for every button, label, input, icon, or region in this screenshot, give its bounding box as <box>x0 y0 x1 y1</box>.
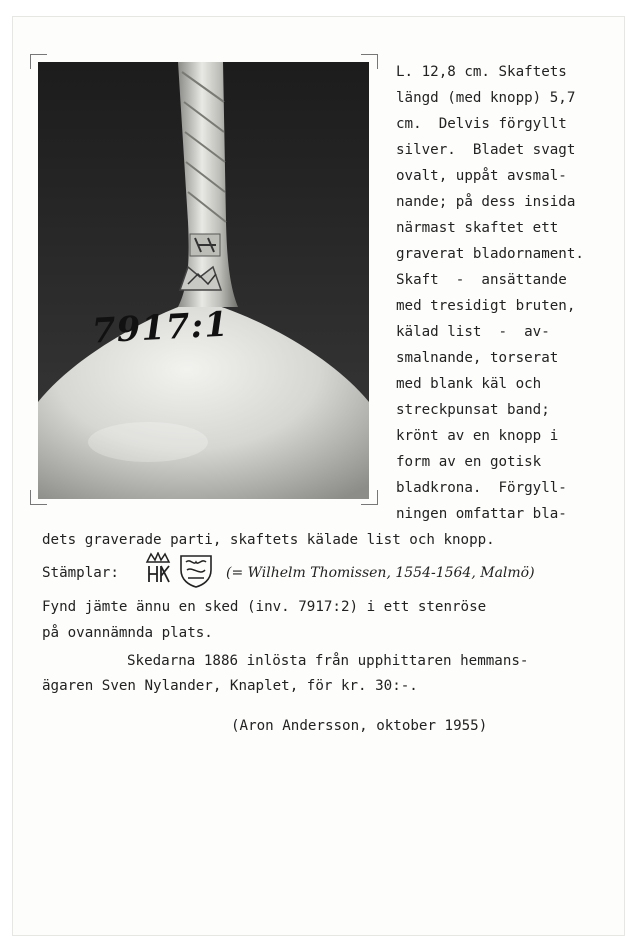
description-line: längd (med knopp) 5,7 <box>396 90 576 106</box>
description-line: smalnande, torserat <box>396 350 559 366</box>
description-line: streckpunsat band; <box>396 402 550 418</box>
find-line: Fynd jämte ännu en sked (inv. 7917:2) i ett stenröse <box>42 599 487 615</box>
stamps-handwritten-note: (= Wilhelm Thomissen, 1554-1564, Malmö) <box>226 565 535 581</box>
crop-mark-top-right <box>361 54 378 69</box>
shield-stamp-icon <box>178 552 214 588</box>
stamps-label: Stämplar: <box>42 565 119 581</box>
description-line: silver. Bladet svagt <box>396 142 576 158</box>
description-line: ovalt, uppåt avsmal- <box>396 168 567 184</box>
acquisition-line: Skedarna 1886 inlösta från upphittaren hemmans- <box>127 653 529 669</box>
description-line: cm. Delvis förgyllt <box>396 116 567 132</box>
crop-mark-bottom-left <box>30 490 47 505</box>
description-line: form av en gotisk <box>396 454 542 470</box>
description-line: graverat bladornament. <box>396 246 584 262</box>
crown-stamp-icon <box>143 552 173 586</box>
description-line: nande; på dess insida <box>396 194 576 210</box>
description-line: ningen omfattar bla- <box>396 506 567 522</box>
signature: (Aron Andersson, oktober 1955) <box>231 718 488 734</box>
description-line: med tresidigt bruten, <box>396 298 576 314</box>
inventory-label: 7917:1 <box>91 304 230 352</box>
description-line: bladkrona. Förgyll- <box>396 480 567 496</box>
crop-mark-top-left <box>30 54 47 69</box>
description-line: Skaft - ansättande <box>396 272 567 288</box>
description-line: närmast skaftet ett <box>396 220 559 236</box>
acquisition-line: ägaren Sven Nylander, Knaplet, för kr. 30:-. <box>42 678 418 694</box>
description-line-full: dets graverade parti, skaftets kälade list och knopp. <box>42 532 495 548</box>
crop-mark-bottom-right <box>361 490 378 505</box>
description-line: kälad list - av- <box>396 324 550 340</box>
spoon-photo <box>38 62 369 499</box>
description-line: krönt av en knopp i <box>396 428 559 444</box>
description-line: L. 12,8 cm. Skaftets <box>396 64 567 80</box>
description-line: med blank käl och <box>396 376 542 392</box>
find-line: på ovannämnda plats. <box>42 625 213 641</box>
